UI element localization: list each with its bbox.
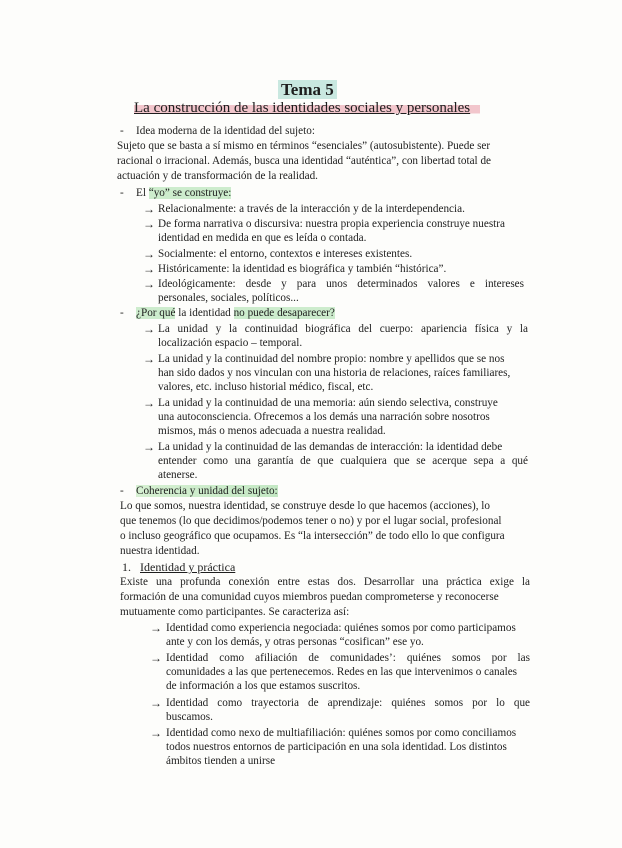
yo-item: Históricamente: la identidad es biográfica y también “histórica”. (158, 263, 447, 275)
arrow-icon: → (143, 217, 155, 231)
porque-item-cont: han sido dados y nos vinculan con una historia de relaciones, raíces familiares, (158, 367, 511, 379)
yo-heading: El “yo” se construye: (136, 187, 232, 199)
bullet-dash: - (120, 485, 124, 497)
section-1-number: 1. (122, 560, 131, 574)
porque-item-cont: una autoconsciencia. Ofrecemos a los demás una narración sobre nosotros (158, 411, 490, 423)
section-1-item-cont: ante y con los demás, y otras personas “cosifican” ese yo. (166, 636, 424, 648)
yo-item-cont: identidad en medida en que es leída o contada. (158, 232, 367, 244)
porque-item: La unidad y la continuidad de las demandas de interacción: la identidad debe (158, 441, 503, 453)
arrow-icon: → (150, 696, 162, 710)
arrow-icon: → (143, 202, 155, 216)
porque-item-cont: valores, etc. incluso historial médico, fiscal, etc. (158, 381, 374, 393)
section-1-item-cont: ámbitos tienden a unirse (166, 755, 276, 767)
yo-item: Ideológicamente: desde y para unos determinados valores e intereses (158, 278, 524, 290)
yo-item: Socialmente: el entorno, contextos e intereses existentes. (158, 248, 413, 260)
porque-item-cont: mismos, más o menos adecuada a nuestra realidad. (158, 425, 386, 437)
porque-item: La unidad y la continuidad biográfica del cuerpo: apariencia física y la (158, 323, 528, 335)
section-1-item-cont: todos nuestros entornos de participación en una sola identidad. Los distintos (166, 741, 507, 753)
yo-item: De forma narrativa o discursiva: nuestra propia experiencia construye nuestra (158, 218, 505, 230)
section-1-item: Identidad como afiliación de comunidades’: quiénes somos por las (166, 652, 530, 664)
arrow-icon: → (143, 322, 155, 336)
arrow-icon: → (143, 247, 155, 261)
yo-item-cont: personales, sociales, políticos... (158, 292, 299, 304)
section-1-heading: Identidad y práctica (140, 560, 236, 574)
coherencia-line: que tenemos (lo que decidimos/podemos tener o no) y por el lugar social, profesional (120, 515, 502, 527)
intro-line: actuación y de transformación de la realidad. (117, 170, 318, 182)
arrow-icon: → (143, 277, 155, 291)
porque-item: La unidad y la continuidad del nombre propio: nombre y apellidos que se nos (158, 353, 505, 365)
arrow-icon: → (143, 440, 155, 454)
coherencia-heading: Coherencia y unidad del sujeto: (136, 485, 278, 497)
porque-item-cont: localización espacio – temporal. (158, 337, 303, 349)
section-1-item: Identidad como nexo de multiafiliación: quiénes somos por como conciliamos (166, 727, 517, 739)
section-1-line: formación de una comunidad cuyos miembros puedan comprometerse y reconocerse (120, 591, 499, 603)
bullet-dash: - (120, 125, 124, 137)
section-1-item: Identidad como experiencia negociada: quiénes somos por como participamos (166, 622, 516, 634)
intro-line: Sujeto que se basta a sí mismo en términos “esenciales” (autosubistente). Puede ser (117, 140, 491, 152)
page-title: Tema 5 (278, 80, 337, 100)
porque-heading: ¿Por qué la identidad no puede desaparecer? (136, 307, 335, 319)
section-1-item: Identidad como trayectoria de aprendizaje: quiénes somos por lo que (166, 697, 530, 709)
page-subtitle: La construcción de las identidades sociales y personales (134, 100, 480, 117)
yo-item: Relacionalmente: a través de la interacción y de la interdependencia. (158, 203, 465, 215)
bullet-dash: - (120, 307, 124, 319)
section-1-line: mutuamente como participantes. Se caracteriza así: (120, 606, 350, 618)
intro-heading: Idea moderna de la identidad del sujeto: (136, 125, 315, 137)
section-1-item-cont: de información a los que estamos suscritos. (166, 680, 361, 692)
coherencia-line: o incluso geográfico que ocupamos. Es “la intersección” de todo ello lo que configura (120, 530, 505, 542)
coherencia-line: nuestra identidad. (120, 545, 200, 557)
arrow-icon: → (150, 651, 162, 665)
section-1-line: Existe una profunda conexión entre estas dos. Desarrollar una práctica exige la (120, 576, 530, 588)
intro-line: racional o irracional. Además, busca una identidad “auténtica”, con libertad total de (117, 155, 492, 167)
porque-item: La unidad y la continuidad de una memoria: aún siendo selectiva, construye (158, 397, 498, 409)
section-1-item-cont: comunidades a las que pertenecemos. Redes en las que intervenimos o canales (166, 666, 518, 678)
bullet-dash: - (120, 187, 124, 199)
arrow-icon: → (143, 262, 155, 276)
porque-item-cont: entender como una garantía de que cualquiera que se acerque sepa a qué (158, 455, 528, 467)
porque-item-cont: atenerse. (158, 469, 198, 481)
arrow-icon: → (143, 352, 155, 366)
arrow-icon: → (150, 621, 162, 635)
arrow-icon: → (150, 726, 162, 740)
arrow-icon: → (143, 396, 155, 410)
coherencia-line: Lo que somos, nuestra identidad, se construye desde lo que hacemos (acciones), lo (120, 500, 491, 512)
section-1-item-cont: buscamos. (166, 711, 213, 723)
